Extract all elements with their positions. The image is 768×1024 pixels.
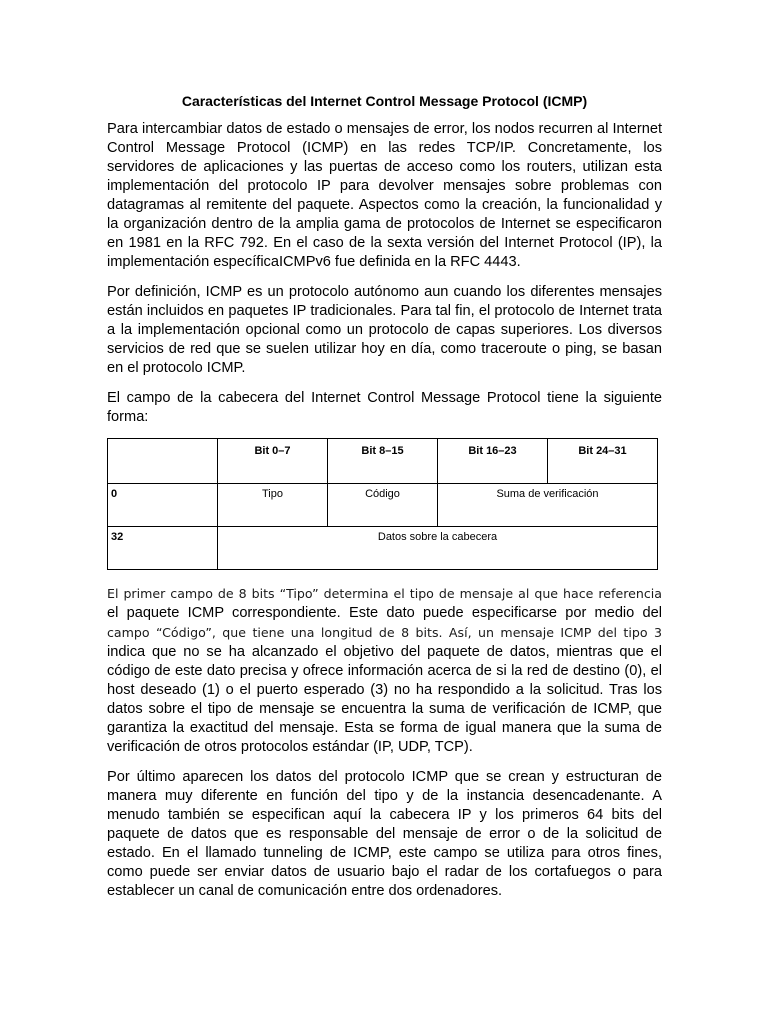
table-row — [108, 527, 658, 570]
paragraph-fields-part-1: El primer campo de 8 bits “Tipo” determina el tipo de mensaje al que hace referencia — [107, 586, 662, 601]
cell-suma-verificacion: Suma de verificación — [438, 484, 658, 527]
paragraph-definition: Por definición, ICMP es un protocolo autónomo aun cuando los diferentes mensajes están incluidos en paquetes IP tradicionales. Para tal fin, el protocolo de Internet trata a la implementación opcional como un protocolo de capas superiores. Los diversos servicios de red que se suelen utilizar hoy en día, como traceroute o ping, se basan en el protocolo ICMP. — [107, 284, 662, 376]
paragraph-fields-part-3: campo “Código”, que tiene una longitud de 8 bits. Así, un mensaje ICMP del tipo 3 — [107, 625, 662, 640]
table-header-bit-8-15: Bit 8–15 — [328, 439, 438, 484]
paragraph-data: Por último aparecen los datos del protocolo ICMP que se crean y estructuran de manera muy diferente en función del tipo y de la instancia desencadenante. A menudo también se especifican aquí la cabecera IP y los primeros 64 bits del paquete de datos que es responsable del mensaje de error o de la solicitud de estado. En el llamado tunneling de ICMP, este campo se utiliza para otros fines, como puede ser enviar datos de usuario bajo el radar de los cortafuegos o para establecer un canal de comunicación entre dos ordenadores. — [107, 769, 662, 899]
table-row-label-0: 0 — [108, 484, 218, 527]
table-row — [108, 484, 658, 527]
icmp-header-table — [107, 438, 658, 570]
document-page — [107, 92, 662, 912]
table-header-bit-24-31: Bit 24–31 — [548, 439, 658, 484]
table-header-empty — [108, 439, 218, 484]
table-header-row — [108, 439, 658, 484]
paragraph-fields-part-2: el paquete ICMP correspondiente. Este dato puede especificarse por medio del — [107, 605, 662, 621]
cell-tipo: Tipo — [218, 484, 328, 527]
paragraph-header-intro: El campo de la cabecera del Internet Control Message Protocol tiene la siguiente forma: — [107, 390, 662, 425]
table-header-bit-0-7: Bit 0–7 — [218, 439, 328, 484]
paragraph-intro: Para intercambiar datos de estado o mensajes de error, los nodos recurren al Internet Control Message Protocol (ICMP) en las redes TCP/IP. Concretamente, los servidores de aplicaciones y las puertas de acceso como los routers, utilizan esta implementación del protocolo IP para devolver mensajes sobre problemas con datagramas al remitente del paquete. Aspectos como la creación, la funcionalidad y la organización dentro de la amplia gama de protocolos de Internet se especificaron en 1981 en la RFC 792. En el caso de la sexta versión del Internet Protocol (IP), la implementación específicaICMPv6 fue definida en la RFC 4443. — [107, 121, 662, 270]
paragraph-fields-part-4: indica que no se ha alcanzado el objetivo del paquete de datos, mientras que el código de este dato precisa y ofrece información acerca de si la red de destino (0), el host deseado (1) o el puerto esperado (3) no ha respondido a la solicitud. Tras los datos sobre el tipo de mensaje se encuentra la suma de verificación de ICMP, que garantiza la exactitud del mensaje. Esta se forma de igual manera que la suma de verificación de otros protocolos estándar (IP, UDP, TCP). — [107, 644, 662, 755]
cell-datos-cabecera: Datos sobre la cabecera — [218, 527, 658, 570]
table-row-label-32: 32 — [108, 527, 218, 570]
table-header-bit-16-23: Bit 16–23 — [438, 439, 548, 484]
document-title: Características del Internet Control Message Protocol (ICMP) — [181, 93, 588, 109]
paragraph-fields — [107, 584, 662, 757]
cell-codigo: Código — [328, 484, 438, 527]
